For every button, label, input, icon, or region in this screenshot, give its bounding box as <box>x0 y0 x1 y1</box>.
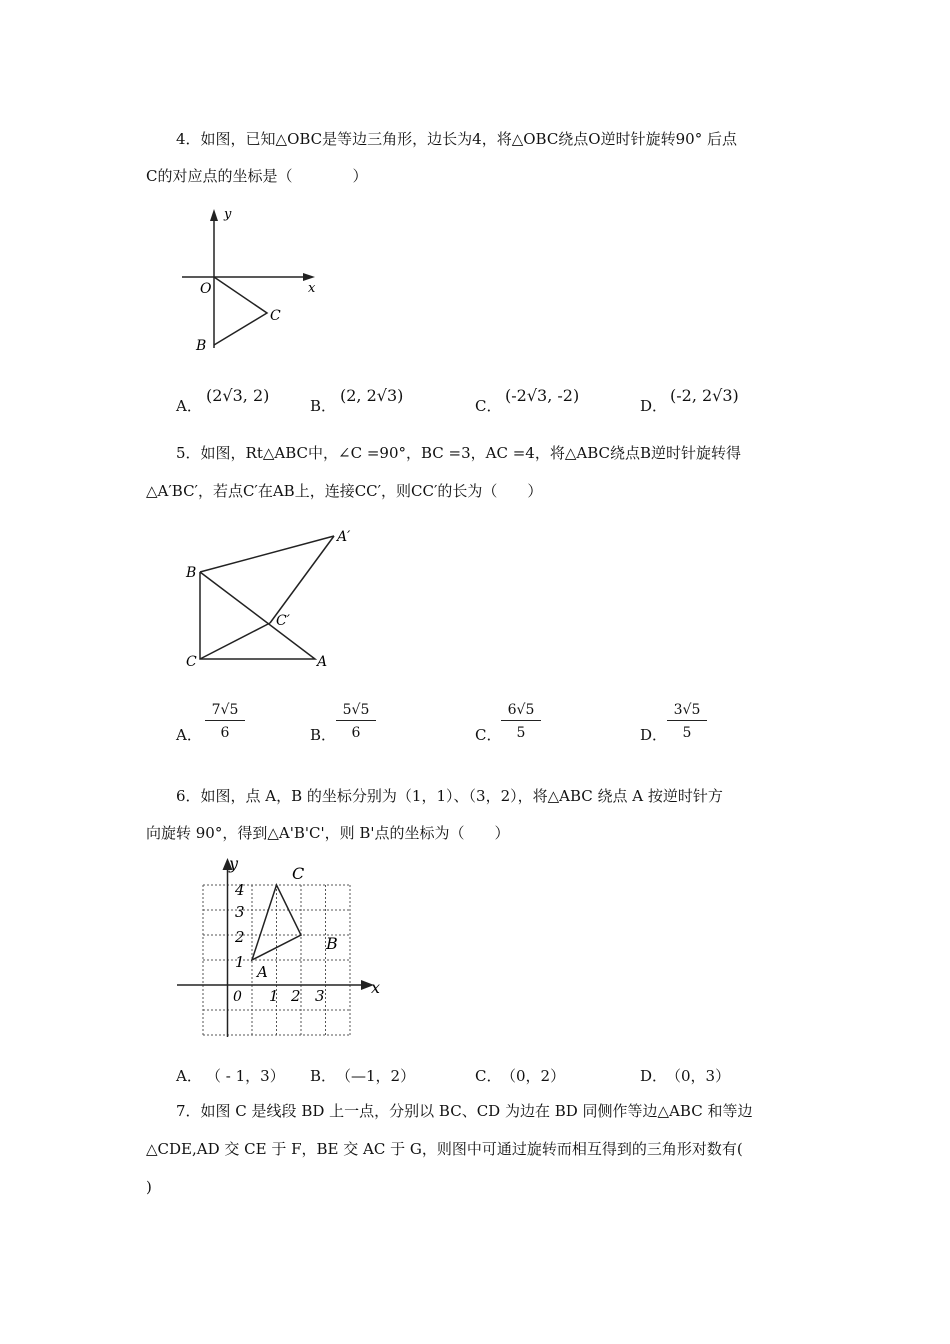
q5-option-a-denominator: 6 <box>220 725 230 741</box>
q6-xtick-2: 2 <box>291 987 301 1005</box>
q4-stem-line2: C的对应点的坐标是（ ） <box>146 167 368 185</box>
q5-option-b-denominator: 6 <box>351 725 361 741</box>
q5-option-c-letter: C． <box>475 726 502 744</box>
q5-option-b-letter: B． <box>310 726 337 744</box>
q5-option-a-numerator: 7√5 <box>205 702 245 721</box>
q4-option-a-value: (2√3, 2) <box>206 386 270 405</box>
q4-label-y: y <box>224 207 232 222</box>
q6-label-C: C <box>292 864 305 883</box>
q7-stem-line1: 7．如图 C 是线段 BD 上一点，分别以 BC、CD 为边在 BD 同侧作等边△ABC 和等边 <box>176 1102 753 1120</box>
q4-label-O: O <box>200 281 212 297</box>
q4-option-c-value: (-2√3, -2) <box>505 386 580 405</box>
q6-option-a-letter: A． <box>176 1067 202 1085</box>
q6-option-c-letter: C． <box>475 1067 502 1085</box>
q4-figure <box>180 205 320 355</box>
q5-stem-line2: △A′BC′，若点C′在AB上，连接CC′，则CC′的长为（ ） <box>146 482 543 500</box>
q5-label-C: C <box>186 654 197 670</box>
q6-stem-line2: 向旋转 90°，得到△A'B'C'，则 B'点的坐标为（ ） <box>146 824 510 842</box>
q5-figure <box>180 525 360 675</box>
q6-xtick-3: 3 <box>315 987 325 1005</box>
q4-label-B: B <box>196 338 207 354</box>
q6-label-origin: 0 <box>233 989 242 1005</box>
q5-option-a-letter: A． <box>176 726 202 744</box>
q5-option-d-denominator: 5 <box>682 725 692 741</box>
q5-option-c-denominator: 5 <box>516 725 526 741</box>
q5-option-b-numerator: 5√5 <box>336 702 376 721</box>
q4-option-b-value: (2, 2√3) <box>340 386 404 405</box>
q5-option-a-fraction <box>205 702 245 741</box>
q4-label-x: x <box>308 281 316 296</box>
q6-xtick-1: 1 <box>269 987 279 1005</box>
q5-option-b-fraction <box>336 702 376 741</box>
q6-option-c-value: （0，2） <box>501 1067 566 1085</box>
q5-label-A: A <box>317 654 328 670</box>
q6-ytick-3: 3 <box>235 903 245 921</box>
q6-ytick-4: 4 <box>235 881 245 899</box>
q5-option-d-numerator: 3√5 <box>667 702 707 721</box>
q4-option-d-value: (-2, 2√3) <box>670 386 739 405</box>
q7-stem-line3: ) <box>146 1178 152 1196</box>
q4-option-b-letter: B． <box>310 397 337 415</box>
q4-label-C: C <box>270 308 281 324</box>
q6-label-B: B <box>326 934 338 953</box>
q5-option-d-fraction <box>667 702 707 741</box>
q6-option-b-value: （—1，2） <box>336 1067 416 1085</box>
q6-figure <box>175 855 395 1040</box>
q5-label-B: B <box>186 565 197 581</box>
q4-option-d-letter: D． <box>640 397 668 415</box>
q7-stem-line2: △CDE,AD 交 CE 于 F，BE 交 AC 于 G，则图中可通过旋转而相互得到的三角形对数有( <box>146 1140 743 1158</box>
q6-label-y: y <box>229 854 239 873</box>
q6-option-d-value: （0，3） <box>666 1067 731 1085</box>
q5-option-d-letter: D． <box>640 726 668 744</box>
q5-label-C-prime: C′ <box>276 613 290 629</box>
q6-option-d-letter: D． <box>640 1067 668 1085</box>
q6-ytick-1: 1 <box>235 953 245 971</box>
q5-label-A-prime: A′ <box>337 529 351 545</box>
q6-option-a-value: （ - 1，3） <box>206 1067 285 1085</box>
q4-option-a-letter: A． <box>176 397 202 415</box>
q6-label-A: A <box>257 963 268 981</box>
q4-stem-line1: 4．如图，已知△OBC是等边三角形，边长为4，将△OBC绕点O逆时针旋转90° 后点 <box>176 130 737 148</box>
q5-option-c-fraction <box>501 702 541 741</box>
q6-ytick-2: 2 <box>235 928 245 946</box>
q5-option-c-numerator: 6√5 <box>501 702 541 721</box>
q6-option-b-letter: B． <box>310 1067 337 1085</box>
q4-option-c-letter: C． <box>475 397 502 415</box>
q6-label-x: x <box>371 978 381 997</box>
q6-stem-line1: 6．如图，点 A，B 的坐标分别为（1，1）、（3，2），将△ABC 绕点 A 按逆时针方 <box>176 787 723 805</box>
q5-stem-line1: 5．如图，Rt△ABC中，∠C =90°，BC =3，AC =4，将△ABC绕点B逆时针旋转得 <box>176 444 741 462</box>
